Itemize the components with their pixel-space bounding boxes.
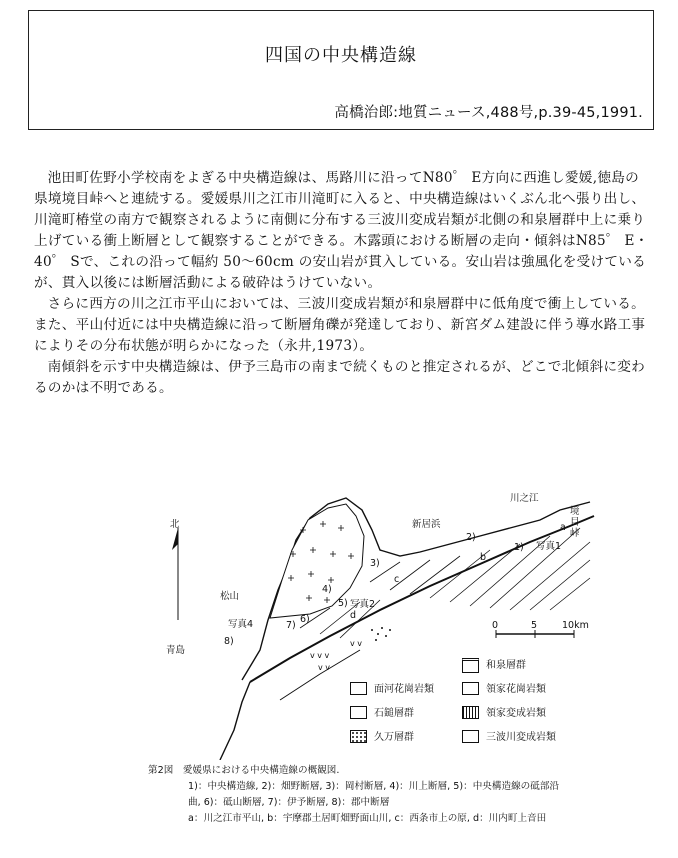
figure-caption <box>148 763 618 827</box>
kuma-pattern <box>371 627 391 641</box>
label-num-7: 7) <box>286 620 296 631</box>
label-kawanoe: 川之江 <box>510 493 539 504</box>
legend-label-granodiorite: 面河花崗岩類 <box>374 684 434 695</box>
label-aoshima: 青島 <box>166 645 186 656</box>
label-sakaime: 境目峠 <box>570 506 580 539</box>
label-num-3: 3) <box>370 558 380 569</box>
citation: 高橋治郎:地質ニュース,488号,p.39-45,1991. <box>334 105 643 121</box>
label-photo4: 写真4 <box>228 619 254 630</box>
caption-line-3: 曲, 6)：砥山断層, 7)：伊予断層, 8)：郡中断層 <box>188 797 390 808</box>
scale-zero: 0 <box>492 620 499 631</box>
legend-label-ishizuchi: 石鎚層群 <box>374 708 414 719</box>
caption-line-4: a：川之江市平山, b：宇摩郡土居町畑野面山川, c：西条市上の原, d：川内町上音田 <box>188 813 547 824</box>
scale-bar <box>496 630 574 638</box>
legend-swatch-granodiorite <box>350 682 367 695</box>
north-arrow <box>172 528 178 620</box>
paragraph-1: 池田町佐野小学校南をよぎる中央構造線は、馬路川に沿ってN80゜ E方向に西進し愛媛,徳島の県境境目峠へと連続する。愛媛県川之江市川滝町に入ると、中央構造線はいくぶん北へ張り出し、川滝町椿堂の南方で観察されるように南側に分布する三波川変成岩類が北側の和泉層群中上に乗り上げている衝上断層として観察することができる。木露頭における断層の走向・傾斜はN85゜ E・40゜ Sで、これの沿って幅約 50～60cm の安山岩が貫入している。安山岩は強風化を受けているが、貫入以後には断層活動による破砕はうけていない。 <box>34 170 649 291</box>
svg-text:v v v: v v v <box>310 651 330 660</box>
caption-line-2: 1)：中央構造線, 2)：畑野断層, 3)：岡村断層, 4)：川上断層, 5)：中央構造線の砥部沿 <box>188 781 560 792</box>
paragraph-3: 南傾斜を示す中央構造線は、伊予三島市の南まで続くものと推定されるが、どこで北傾斜に変わるのかは不明である。 <box>34 359 646 396</box>
scale-ten: 10km <box>562 620 589 631</box>
svg-text:v v: v v <box>318 663 331 672</box>
label-num-6: 6) <box>300 614 310 625</box>
svg-text:v v: v v <box>350 639 363 648</box>
label-photo2: 写真2 <box>350 599 376 610</box>
legend-swatch-kuma <box>350 730 367 743</box>
legend-swatch-sambagawa <box>462 730 479 743</box>
label-a: a <box>560 522 566 533</box>
label-d: d <box>350 610 357 621</box>
label-matsuyama: 松山 <box>220 591 240 602</box>
legend-label-ryoke-metamorphic: 領家変成岩類 <box>486 708 546 719</box>
legend-swatch-izumi <box>462 658 479 673</box>
legend-label-kuma: 久万層群 <box>374 732 414 743</box>
label-niihama: 新居浜 <box>412 519 441 530</box>
page-title: 四国の中央構造線 <box>265 45 417 66</box>
header-box <box>28 10 654 130</box>
label-num-2: 2) <box>466 532 476 543</box>
legend-label-ryoke-granite: 領家花崗岩類 <box>486 684 546 695</box>
label-num-4: 4) <box>322 584 332 595</box>
label-num-1: 1) <box>514 542 524 553</box>
north-label: 北 <box>170 519 180 530</box>
legend-swatch-ishizuchi <box>350 706 367 719</box>
label-c: c <box>394 574 400 585</box>
legend-label-izumi: 和泉層群 <box>486 660 526 671</box>
label-b: b <box>480 552 487 563</box>
paragraph-2: さらに西方の川之江市平山においては、三波川変成岩類が和泉層群中に低角度で衝上している。また、平山付近には中央構造線に沿って断層角礫が発達しており、新宮ダム建設に伴う導水路工事によりその分布状態が明らかになった（永井,1973）。 <box>34 296 646 354</box>
scale-five: 5 <box>531 620 538 631</box>
body-text <box>34 168 650 399</box>
legend-label-sambagawa: 三波川変成岩類 <box>486 732 556 743</box>
legend-swatch-ryoke-granite <box>462 682 479 695</box>
ishizuchi-pattern <box>310 639 362 672</box>
label-num-8: 8) <box>224 636 234 647</box>
label-photo1: 写真1 <box>536 541 562 552</box>
caption-line-1: 第2図 愛媛県における中央構造線の概観図. <box>148 765 340 776</box>
geologic-map <box>150 470 600 760</box>
legend-swatch-ryoke-metamorphic <box>462 706 479 719</box>
coastline-lower <box>220 682 250 760</box>
label-num-5: 5) <box>338 598 348 609</box>
